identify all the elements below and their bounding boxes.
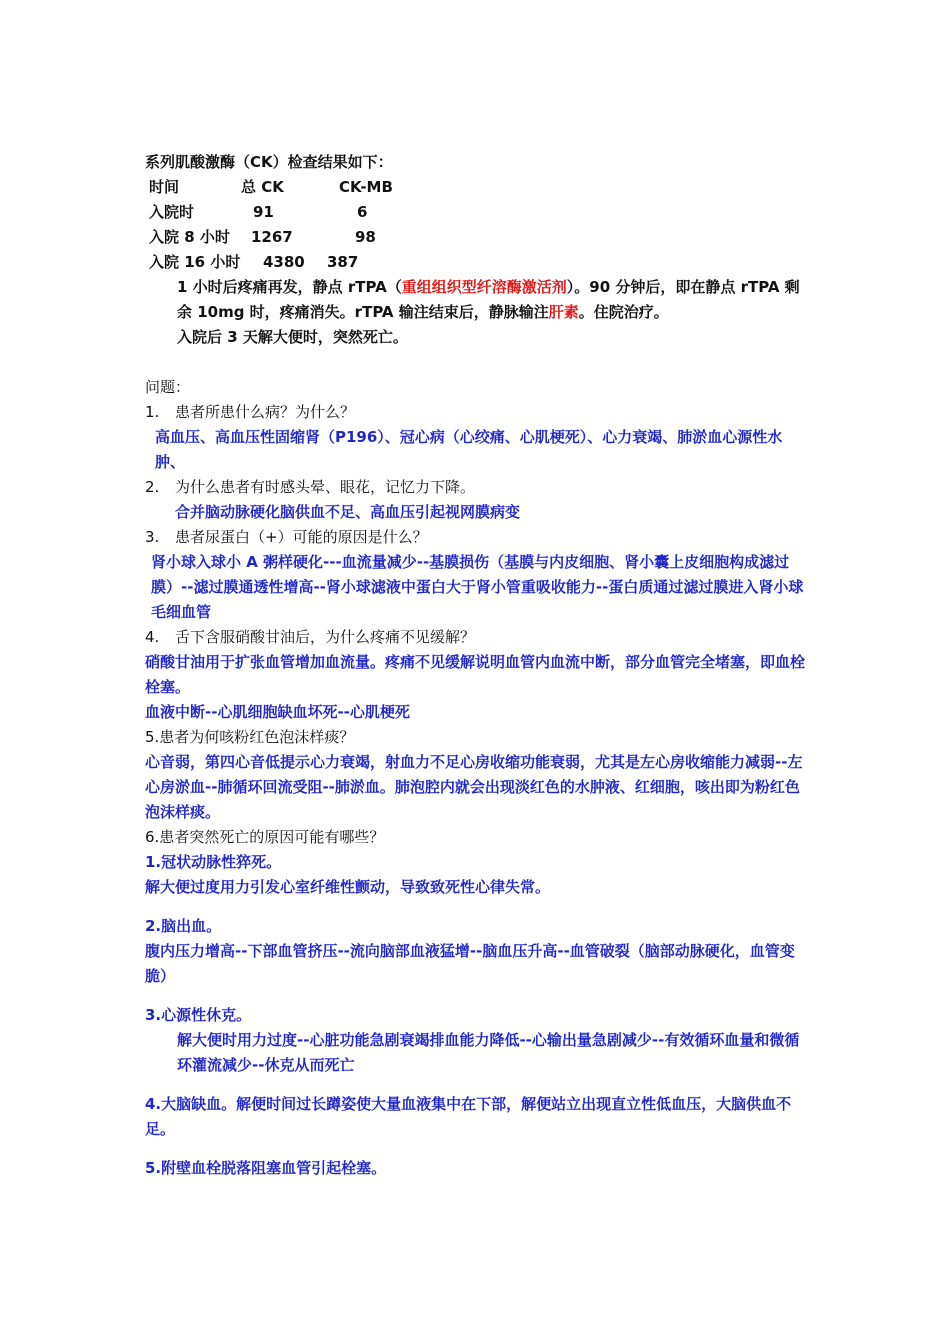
cause-title: 2.脑出血。 xyxy=(145,917,222,935)
ck-cell-total: 91 xyxy=(253,203,274,221)
ck-cell-time: 入院 8 小时 xyxy=(149,228,230,246)
heparin-highlight: 肝素 xyxy=(548,303,579,321)
ck-cell-time: 入院时 xyxy=(149,203,195,221)
question-6: 6.患者突然死亡的原因可能有哪些？ xyxy=(145,828,385,846)
ck-table-row xyxy=(145,200,810,225)
ck-cell-total: 4380 xyxy=(263,253,305,271)
case-text: 1 小时后疼痛再发，静点 rTPA（ xyxy=(177,278,402,296)
ck-intro: 系列肌酸激酶（CK）检查结果如下： xyxy=(145,153,393,171)
question-number: 1. xyxy=(145,403,160,421)
answer-2: 合并脑动脉硬化脑供血不足、高血压引起视网膜病变 xyxy=(175,503,521,521)
cause-detail: 腹内压力增高--下部血管挤压--流向脑部血液猛增--脑血压升高--血管破裂（脑部动脉硬化，血管变脆） xyxy=(145,942,795,985)
ck-header-mb: CK-MB xyxy=(339,178,393,196)
question-number: 3. xyxy=(145,528,160,546)
question-text: 为什么患者有时感头晕、眼花，记忆力下降。 xyxy=(175,478,476,496)
cause-title: 4.大脑缺血。解便时间过长蹲姿使大量血液集中在下部，解便站立出现直立性低血压，大脑供血不足。 xyxy=(145,1095,792,1138)
cause-title: 1.冠状动脉性猝死。 xyxy=(145,853,282,871)
cause-title: 3.心源性休克。 xyxy=(145,1006,252,1024)
question-5: 5.患者为何咳粉红色泡沫样痰？ xyxy=(145,728,355,746)
case-text: ）。90 分钟后，即在静点 rTPA 剩余 10mg 时，疼痛消失。rTPA 输注结束后，静脉输注 xyxy=(177,278,800,321)
ck-table-row xyxy=(145,225,810,250)
answer-3: 肾小球入球小 A 粥样硬化---血流量减少--基膜损伤（基膜与内皮细胞、肾小囊上皮细胞构成滤过膜）--滤过膜通透性增高--肾小球滤液中蛋白大于肾小管重吸收能力--蛋白质通过滤过膜进入肾小球毛细血管 xyxy=(151,553,804,621)
question-text: 舌下含服硝酸甘油后，为什么疼痛不见缓解？ xyxy=(175,628,476,646)
question-2 xyxy=(145,475,810,500)
ck-table-header xyxy=(145,175,810,200)
ck-cell-total: 1267 xyxy=(251,228,293,246)
ck-header-time: 时间 xyxy=(149,178,180,196)
case-paragraph-2: 入院后 3 天解大便时，突然死亡。 xyxy=(177,328,408,346)
ck-cell-mb: 98 xyxy=(355,228,376,246)
cause-detail: 解大便过度用力引发心室纤维性颤动，导致致死性心律失常。 xyxy=(145,878,551,896)
ck-cell-mb: 387 xyxy=(327,253,359,271)
question-1 xyxy=(145,400,810,425)
question-number: 2. xyxy=(145,478,160,496)
ck-table-row xyxy=(145,250,810,275)
case-paragraph-1 xyxy=(145,275,810,325)
answer-4a: 硝酸甘油用于扩张血管增加血流量。疼痛不见缓解说明血管内血流中断，部分血管完全堵塞，即血栓栓塞。 xyxy=(145,653,806,696)
answer-5: 心音弱，第四心音低提示心力衰竭，射血力不足心房收缩功能衰弱，尤其是左心房收缩能力减弱--左心房淤血--肺循环回流受阻--肺淤血。肺泡腔内就会出现淡红色的水肿液、红细胞，咳出即为粉红色泡沫样痰。 xyxy=(145,753,803,821)
ck-header-total: 总 CK xyxy=(241,178,284,196)
cause-detail: 解大便时用力过度--心脏功能急剧衰竭排血能力降低--心输出量急剧减少--有效循环血量和微循环灌流减少--休克从而死亡 xyxy=(177,1031,800,1074)
rtpa-full-name: 重组组织型纤溶酶激活剂 xyxy=(401,278,567,296)
ck-cell-time: 入院 16 小时 xyxy=(149,253,241,271)
case-text: 。住院治疗。 xyxy=(578,303,669,321)
answer-4b: 血液中断--心肌细胞缺血坏死--心肌梗死 xyxy=(145,703,410,721)
question-number: 4. xyxy=(145,628,160,646)
question-text: 患者尿蛋白（+）可能的原因是什么？ xyxy=(175,528,428,546)
question-3 xyxy=(145,525,810,550)
question-4 xyxy=(145,625,810,650)
document-content xyxy=(145,150,810,1181)
ck-cell-mb: 6 xyxy=(357,203,368,221)
cause-title: 5.附壁血栓脱落阻塞血管引起栓塞。 xyxy=(145,1159,387,1177)
answer-1: 高血压、高血压性固缩肾（P196）、冠心病（心绞痛、心肌梗死）、心力衰竭、肺淤血心源性水肿、 xyxy=(155,428,783,471)
questions-label: 问题： xyxy=(145,378,191,396)
question-text: 患者所患什么病？为什么？ xyxy=(175,403,356,421)
